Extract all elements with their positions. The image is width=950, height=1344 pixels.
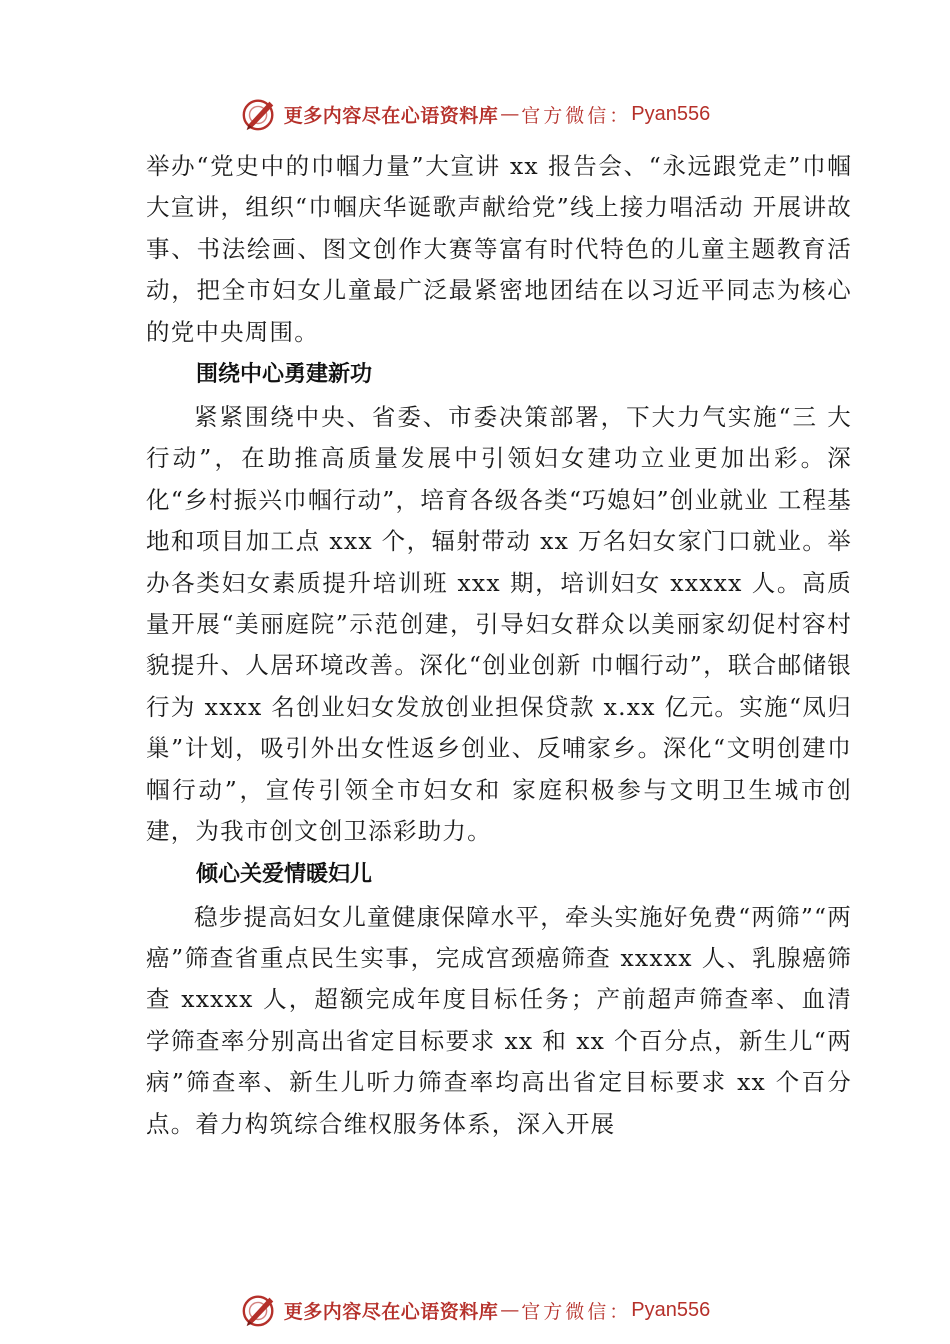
paragraph-intro: 举办“党史中的巾帼力量”大宣讲 xx 报告会、“永远跟党走”巾帼大宣讲，组织“巾帼庆华诞歌声献给党”线上接力唱活动 开展讲故事、书法绘画、图文创作大赛等富有时代特色的儿童主题教育活动，把全市妇女儿童最广泛最紧密地团结在以习近平同志为核心的党中央周围。 [146, 152, 852, 346]
banner-brand-text: 更多内容尽在心语资料库 [283, 1300, 499, 1323]
banner-wechat-handle: Pyan556 [631, 102, 711, 125]
banner-wechat-handle: Pyan556 [631, 1298, 711, 1321]
section-heading-1: 围绕中心勇建新功 [196, 362, 373, 388]
banner-dash: — [500, 103, 520, 125]
footer-banner [0, 1288, 950, 1332]
paragraph-2: 稳步提高妇女儿童健康保障水平，牵头实施好免费“两筛”“两癌”筛查省重点民生实事，完成宫颈癌筛查 xxxxx 人、乳腺癌筛查 xxxxx 人，超额完成年度目标任务；产前超声筛查率、血清学筛查率分别高出省定目标要求 xx 和 xx 个百分点，新生儿“两病”筛查率、新生儿听力筛查率均高出省定目标要求 xx 个百分点。着力构筑综合维权服务体系，深入开展 [146, 902, 852, 1138]
paragraph-1: 紧紧围绕中央、省委、市委决策部署，下大力气实施“三 大行动”，在助推高质量发展中引领妇女建功立业更加出彩。深化“乡村振兴巾帼行动”，培育各级各类“巧媳妇”创业就业 工程基地和项目加工点 xxx 个，辐射带动 xx 万名妇女家门口就业。举办各类妇女素质提升培训班 xxx 期，培训妇女 xxxxx 人。高质量开展“美丽庭院”示范创建，引导妇女群众以美丽家㓜促村容村貌提升、人居环境改善。深化“创业创新 巾帼行动”，联合邮储银行为 xxxx 名创业妇女发放创业担保贷款 x.xx 亿元。实施“凤归巢”计划，吸引外出女性返乡创业、反哺家乡。深化“文明创建巾帼行动”，宣传引领全市妇女和 家庭积极参与文明卫生城市创建，为我市创文创卫添彩助力。 [146, 403, 852, 846]
banner-wechat-label: 官方微信： [521, 104, 632, 127]
banner-dash: — [500, 1299, 520, 1321]
pen-logo-icon [240, 95, 278, 133]
banner-wechat-label: 官方微信： [521, 1300, 632, 1323]
pen-logo-icon [240, 1291, 278, 1329]
banner-brand-text: 更多内容尽在心语资料库 [283, 104, 499, 127]
section-heading-2: 倾心关爱情暖妇儿 [196, 861, 373, 887]
document-body [146, 146, 852, 1145]
header-banner [0, 92, 950, 136]
